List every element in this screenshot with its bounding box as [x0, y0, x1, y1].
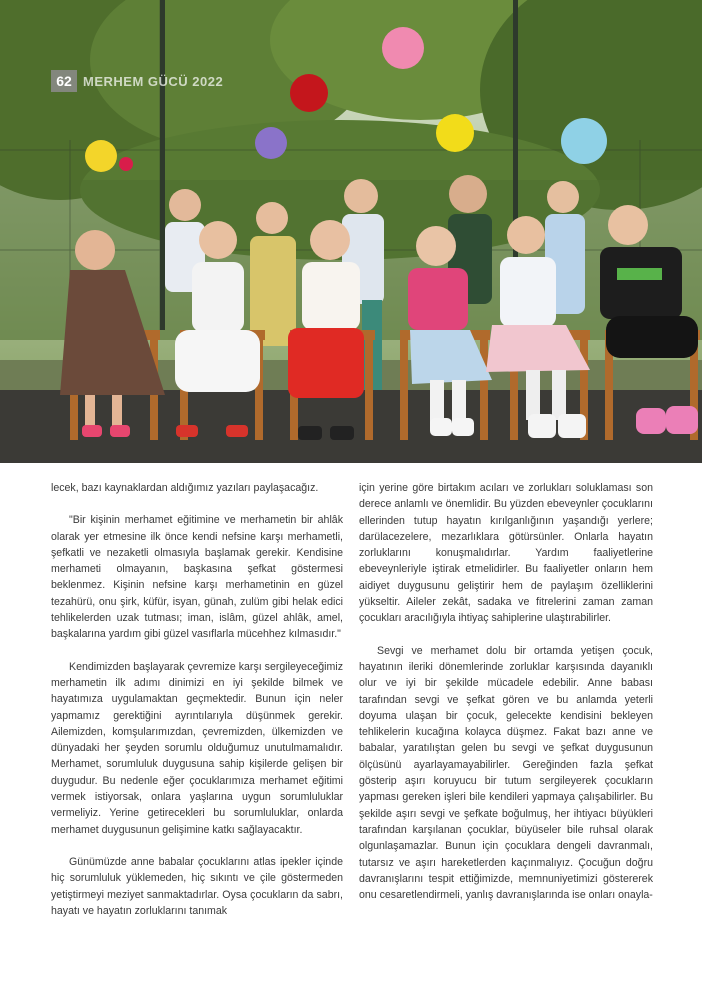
paragraph: Kendimizden başlayarak çevremize karşı sergileyeceğimiz merhametin ilk adımı dinimizi en iyi şekilde bilmek ve hayatımıza uygulamaktan geçmektedir. Bunun için neler yapmamız gerektiğini ayrıntılarıyla düşünmek gerekir. Ailemizden, komşularımızdan, çevremizden, ülkemizden ve dünyadaki her şeyden sorumlu olduğumuz unutulmamalıdır. Merhamet, sorumluluk duygusuna sahip kişilerde gelişen bir duygudur. Bu nedenle eğer çocuklarımıza merhamet eğitimi vermek istiyorsak, onlara yaşlarına uygun sorumluluklar vermeliyiz. Yerine getirecekleri bu sorumluluklar, onlarda merhamet duygusunun gelişimine katkı sağlayacaktır.	[51, 660, 343, 836]
paragraph: için yerine göre birtakım acıları ve zorlukları soluklaması son derece anlamlı ve önemlidir. Bu yüzden ebeveynler çocuklarını ellerinden tutup hayatın kırılganlığının yaşandığı yerlere; darülacezelere, mezarlıklara götürsünler. Onlarla hayatın zorluklarını konuşmalıdırlar. Yardım faaliyetlerine ebeveynleriyle iştirak etmelidirler. Bu faaliyetler onların hem aidiyet duygusunu geliştirir hem de paylaşım özelliklerini yükseltir. Aileler zekât, sadaka ve fitrelerini zaman zaman çocukları aracılığıyla ihtiyaç sahiplerine ulaştırabilirler.	[359, 482, 653, 625]
article-left-column	[51, 480, 343, 935]
paragraph: Günümüzde anne babalar çocuklarını atlas ipekler içinde hiç sorumluluk yüklemeden, hiç sıkıntı ve çile göstermeden yetiştirmeyi meziyet sanmaktadırlar. Oysa çocukların da sabrı, hayatı ve hayatın zorluklarını tanımak	[51, 855, 343, 917]
paragraph-quote: "Bir kişinin merhamet eğitimine ve merhametin bir ahlâk olarak yer etmesine ilk önce kendi nefsine karşı merhametli, şefkatli ve nezaketli olmasıyla başlamak gerekir. Kendisine merhameti olmayanın, başkasına şefkat göstermesi beklenmez. Kişinin nefsine karşı merhametinin en güzel tezahürü, onu şirk, küfür, isyan, günah, zulüm gibi helak edici tehlikelerden uzak tutması; iman, islâm, güzel ahlâk, amel, başkalarına yardım gibi güzel vasıflarla mücehhez kılmasıdır."	[51, 514, 343, 641]
magazine-header	[51, 69, 223, 93]
magazine-title: MERHEM GÜCÜ 2022	[83, 73, 224, 89]
paragraph: Sevgi ve merhamet dolu bir ortamda yetişen çocuk, hayatının ileriki dönemlerinde zorluklar karşısında dayanıklı olur ve iyi bir şekilde mücadele edebilir. Anne babası tarafından sevgi ve şefkat gören ve bu anlamda yeterli doyuma ulaşan bir çocuk, gelecekte kendisini bekleyen tehlikelerin kucağına kolayca düşmez. Fakat bazı anne ve babalar, yaratılıştan gelen bu sevgi ve şefkat duygusunun ölçüsünü ayarlayamayabilirler. Gereğinden fazla şefkat gösterip aşırı koruyucu bir tutum sergileyerek çocukların yapması gereken işleri bile kendileri yapmaya çalışabilirler. Bu şekilde aşırı sevgi ve şefkate boğulmuş, her ihtiyacı büyükleri tarafından karşılanan çocuklar, büyüseler bile ruhsal olarak olgunlaşamazlar. Bunun için çocuklara dengeli davranmalı, tutarsız ve aşırı hareketlerden kaçınmalıyız. Çocuğun doğru davranışlarını tespit ettiğimizde, memnuniyetimizi göstererek onu cesaretlendirmeli, yanlış davranışlarında ise onları onayla-	[359, 644, 653, 902]
paragraph: lecek, bazı kaynaklardan aldığımız yazıları paylaşacağız.	[51, 482, 319, 494]
article-right-column	[359, 480, 653, 919]
page-number: 62	[51, 70, 77, 92]
children-group-photo	[0, 0, 702, 463]
